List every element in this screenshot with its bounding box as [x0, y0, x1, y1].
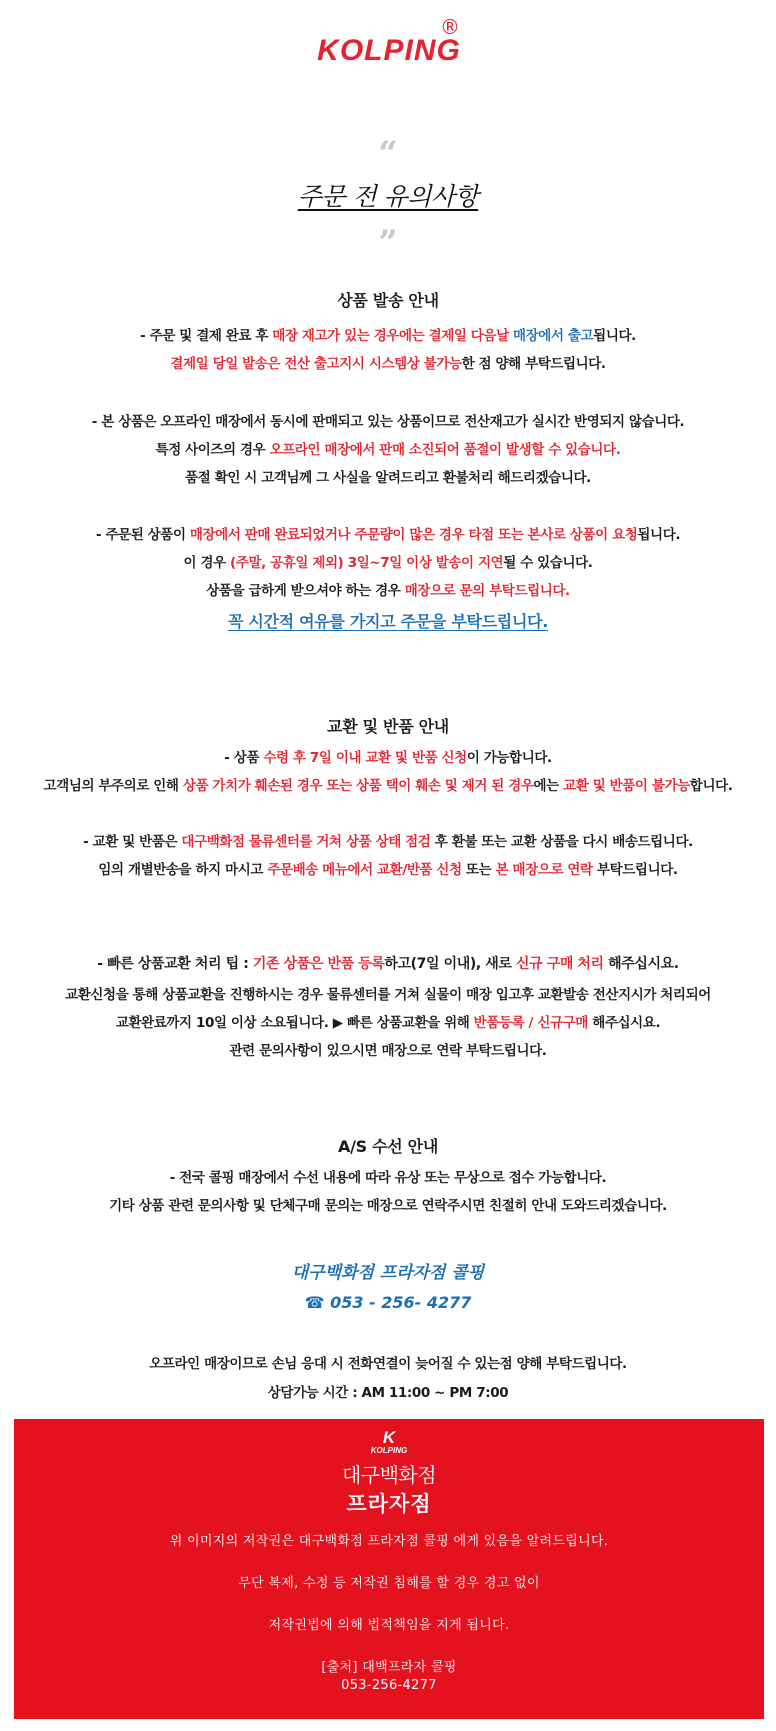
- open-quote: “: [378, 134, 398, 174]
- exchange-tip-line-3: 교환완료까지 10일 이상 소요됩니다. ▶ 빠른 상품교환을 위해 반품등록 / 신규구매 해주십시요.: [115, 1015, 661, 1031]
- page-title: 주문 전 유의사항: [297, 182, 479, 211]
- shipping-heading: 상품 발송 안내: [337, 291, 439, 310]
- exchange-tip-line-1: - 빠른 상품교환 처리 팁 : 기존 상품은 반품 등록하고(7일 이내), 새로 신규 구매 처리 해주십시요.: [97, 956, 679, 972]
- footer-source: [출처] 대백프라자 콜핑: [321, 1660, 457, 1675]
- phone-icon: ☎: [304, 1293, 325, 1312]
- returns-line-1: - 상품 수령 후 7일 이내 교환 및 반품 신청이 가능합니다.: [224, 750, 552, 766]
- footer-logo: [359, 1428, 419, 1456]
- shipping-line-3: - 본 상품은 오프라인 매장에서 동시에 판매되고 있는 상품이므로 전산재고가 실시간 반영되지 않습니다.: [91, 414, 685, 430]
- shipping-line-5: 품절 확인 시 고객님께 그 사실을 알려드리고 환불처리 해드리겠습니다.: [185, 470, 591, 486]
- returns-heading: 교환 및 반품 안내: [327, 717, 449, 736]
- copyright-line-1: 위 이미지의 저작권은 대구백화점 프라자점 콜핑 에게 있음을 알려드립니다.: [169, 1534, 609, 1549]
- shipping-line-1: - 주문 및 결제 완료 후 매장 재고가 있는 경우에는 결제일 다음날 매장에서 출고됩니다.: [140, 328, 636, 344]
- exchange-tip-line-4: 관련 문의사항이 있으시면 매장으로 연락 부탁드립니다.: [229, 1043, 547, 1059]
- returns-line-3: - 교환 및 반품은 대구백화점 물류센터를 거쳐 상품 상태 점검 후 환불 또는 교환 상품을 다시 배송드립니다.: [83, 834, 693, 850]
- shipping-line-7: 이 경우 (주말, 공휴일 제외) 3일~7일 이상 발송이 지연될 수 있습니다.: [183, 555, 593, 571]
- as-line-2: 기타 상품 관련 문의사항 및 단체구매 문의는 매장으로 연락주시면 친절히 안내 도와드리겠습니다.: [109, 1198, 667, 1214]
- footer-phone: 053-256-4277: [341, 1678, 437, 1693]
- exchange-tip-line-2: 교환신청을 통해 상품교환을 진행하시는 경우 물류센터를 거쳐 실물이 매장 입고후 교환발송 전산지시가 처리되어: [65, 987, 711, 1003]
- footer-title: 프라자점: [346, 1492, 432, 1516]
- copyright-line-3: 저작권법에 의해 법적책임을 지게 됩니다.: [268, 1618, 510, 1633]
- as-heading: A/S 수선 안내: [337, 1137, 438, 1156]
- shipping-line-8: 상품을 급하게 받으셔야 하는 경우 매장으로 문의 부탁드립니다.: [206, 583, 570, 599]
- svg-text:K: K: [382, 1428, 396, 1447]
- kolping-logo: [294, 12, 484, 68]
- store-name: 대구백화점 프라자점 콜핑: [291, 1263, 485, 1283]
- copyright-footer: [14, 1419, 764, 1719]
- store-hours: 상담가능 시간 : AM 11:00 ~ PM 7:00: [267, 1385, 509, 1401]
- shipping-line-2: 결제일 당일 발송은 전산 출고지시 시스템상 불가능한 점 양해 부탁드립니다.: [170, 356, 606, 372]
- store-phone: 053 - 256- 4277: [330, 1293, 472, 1312]
- order-early-notice: 꼭 시간적 여유를 가지고 주문을 부탁드립니다.: [227, 612, 549, 631]
- copyright-line-2: 무단 복제, 수정 등 저작권 침해를 할 경우 경고 없이: [238, 1576, 540, 1591]
- footer-subtitle: 대구백화점: [341, 1463, 437, 1487]
- logo-text: KOLPING: [317, 34, 461, 67]
- returns-line-2: 고객님의 부주의로 인해 상품 가치가 훼손된 경우 또는 상품 택이 훼손 및 제거 된 경우에는 교환 및 반품이 불가능합니다.: [43, 778, 733, 794]
- returns-line-4: 임의 개별반송을 하지 마시고 주문배송 메뉴에서 교환/반품 신청 또는 본 매장으로 연락 부탁드립니다.: [98, 862, 678, 878]
- store-note: 오프라인 매장이므로 손님 응대 시 전화연결이 늦어질 수 있는점 양해 부탁드립니다.: [149, 1356, 627, 1372]
- shipping-line-4: 특정 사이즈의 경우 오프라인 매장에서 판매 소진되어 품절이 발생할 수 있습니다.: [155, 442, 621, 458]
- shipping-line-6: - 주문된 상품이 매장에서 판매 완료되었거나 주문량이 많은 경우 타점 또는 본사로 상품이 요청됩니다.: [95, 527, 681, 543]
- close-quote: ”: [378, 223, 398, 263]
- as-line-1: - 전국 콜핑 매장에서 수선 내용에 따라 유상 또는 무상으로 접수 가능합니다.: [169, 1170, 607, 1186]
- store-phone-line[interactable]: [0, 1293, 776, 1312]
- registered-mark: ®: [440, 15, 460, 39]
- svg-text:KOLPING: KOLPING: [370, 1446, 408, 1455]
